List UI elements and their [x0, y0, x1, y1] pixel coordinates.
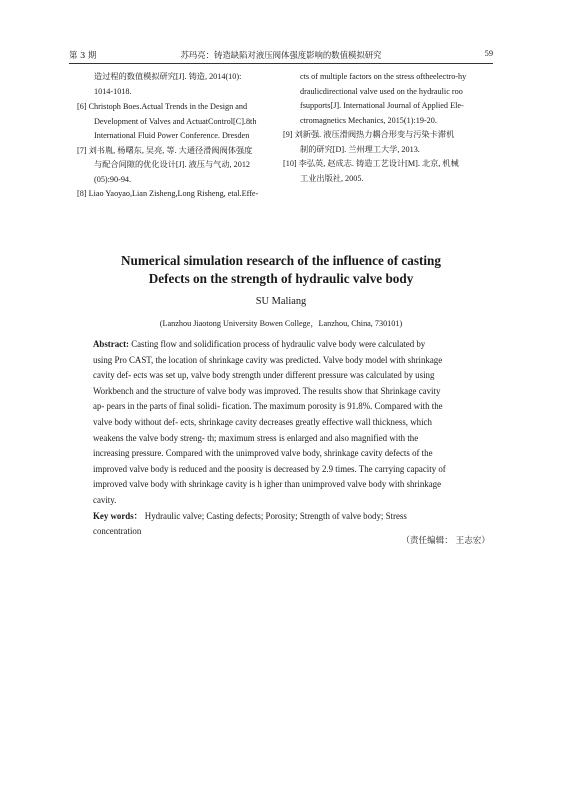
- reference-9: [283, 128, 493, 157]
- reference-line: 造过程的数值模拟研究[J]. 铸造, 2014(10):: [94, 72, 242, 81]
- abstract-line: increasing pressure. Compared with the unimproved valve body, shrinkage cavity defects of the: [93, 448, 433, 459]
- reference-line: 工业出版社, 2005.: [300, 173, 364, 183]
- running-header: [69, 49, 493, 63]
- paper-title-line-1: Numerical simulation research of the influence of casting: [120, 253, 441, 268]
- issue-label: 第 3 期: [69, 50, 97, 60]
- keywords-text: Hydraulic valve; Casting defects; Porosity; Strength of valve body; Stress: [142, 510, 407, 521]
- reference-line: cts of multiple factors on the stress oftheelectro-hy: [300, 72, 467, 81]
- abstract-line: ap- pears in the parts of final solidi- fication. The maximum porosity is 91.8%. Compared with the: [93, 401, 443, 412]
- reference-line: ctromagnetics Mechanics, 2015(1):19-20.: [300, 115, 437, 125]
- keywords-label: Key words：: [93, 510, 143, 521]
- reference-line: fsupports[J]. International Journal of Applied Ele-: [300, 101, 464, 110]
- abstract-label: Abstract:: [93, 339, 129, 349]
- abstract-line: Workbench and the structure of valve body was improved. The results show that Shrinkage cavity: [93, 385, 441, 396]
- abstract-text: Casting flow and solidification process of hydraulic valve body were calculated by: [128, 339, 426, 349]
- running-title: 苏玛亮：铸造缺陷对液压阀体强度影响的数值模拟研究: [180, 50, 382, 60]
- abstract-line: valve body without def- ects, shrinkage cavity decreases greatly effective wall thickness, which: [93, 416, 432, 427]
- abstract-line: cavity.: [93, 494, 117, 505]
- reference-line: [8] Liao Yaoyao,Lian Zisheng,Long Risheng, etal.Effe-: [77, 189, 259, 198]
- reference-line: 制的研究[D]. 兰州理工大学, 2013.: [300, 144, 420, 154]
- header-divider: [69, 63, 493, 64]
- reference-line: Development of Valves and ActuatControl[C].8th: [94, 116, 257, 126]
- references-right-column: [283, 70, 493, 186]
- reference-7: [77, 144, 277, 188]
- keywords-line: [93, 509, 490, 525]
- editor-note: （责任编辑： 王志宏）: [401, 536, 490, 546]
- abstract-line: [93, 337, 490, 353]
- page-number: 59: [484, 49, 493, 58]
- reference-5-continued: [77, 70, 277, 99]
- paper-title-line-2: Defects on the strength of hydraulic valve body: [148, 271, 414, 286]
- reference-8-continued: [283, 70, 493, 128]
- references-left-column: [77, 70, 277, 202]
- abstract-line: improved valve body is reduced and the poosity is decreased by 2.9 times. The carrying capacity of: [93, 463, 446, 474]
- abstract-line: improved valve body with shrinkage cavity is h igher than unimproved valve body with shrinkage: [93, 479, 442, 490]
- reference-line: draulicdirectional valve used on the hydraulic roo: [300, 86, 463, 96]
- reference-line: [10] 李弘英, 赵成志. 铸造工艺设计[M]. 北京, 机械: [283, 159, 459, 168]
- abstract-line: using Pro CAST, the location of shrinkage cavity was predicted. Valve body model with shrinkage: [93, 354, 443, 365]
- reference-line: [6] Christoph Boes.Actual Trends in the Design and: [77, 102, 248, 111]
- reference-6: [77, 100, 277, 144]
- reference-line: International Fluid Power Conference. Dresden: [94, 131, 250, 140]
- keywords-line: concentration: [93, 526, 142, 537]
- author-affiliation: (Lanzhou Jiaotong University Bowen College，Lanzhou, China, 730101): [159, 319, 403, 328]
- reference-line: 1014-1018.: [94, 86, 132, 96]
- reference-line: [7] 刘书胤, 杨曙东, 吴亮, 等. 大通径滑阀阀体强度: [77, 145, 253, 155]
- reference-line: [9] 刘新强. 液压滑阀热力耦合形变与污染卡滞机: [283, 130, 455, 139]
- abstract-block: [93, 337, 490, 540]
- reference-8: [77, 187, 277, 202]
- abstract-line: cavity def- ects was set up, valve body strength under different pressure was calculated by using: [93, 370, 435, 381]
- reference-10: [283, 157, 493, 186]
- reference-line: 与配合间隙的优化设计[J]. 液压与气动, 2012: [94, 160, 251, 169]
- author-name: SU Maliang: [255, 296, 307, 307]
- reference-line: (05):90-94.: [94, 174, 132, 184]
- abstract-line: weakens the valve body streng- th; maximum stress is enlarged and also magnified with the: [93, 432, 419, 443]
